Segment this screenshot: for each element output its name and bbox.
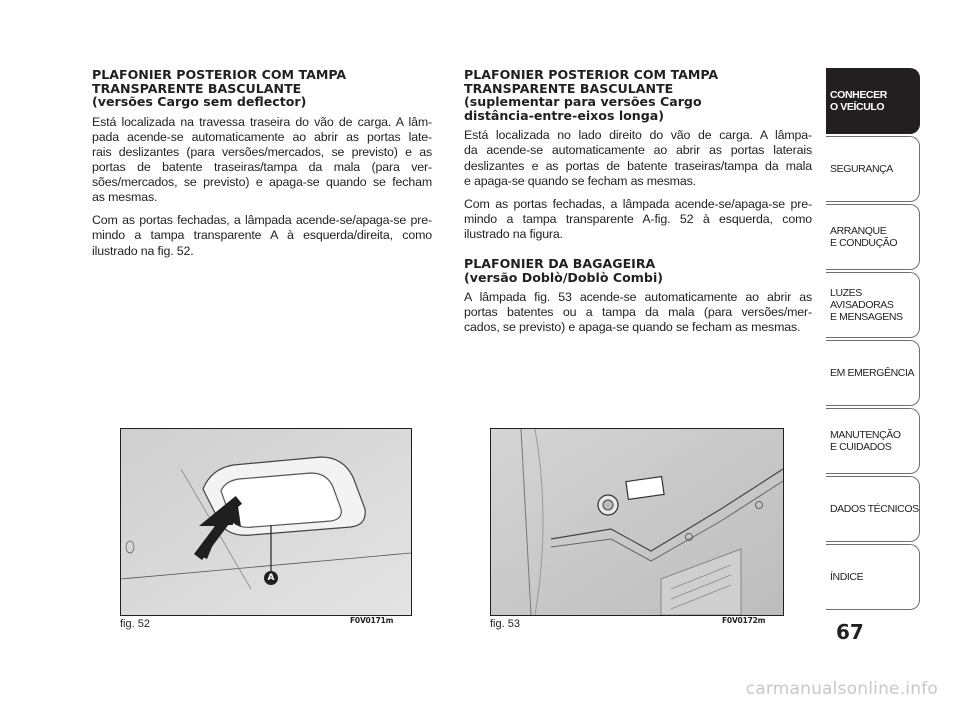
paragraph: Com as portas fechadas, a lâmpada acende-se/apaga-se pre- mindo a tampa transparente A à esquerda/direita, como ilustrado na fig. 52. <box>92 213 432 258</box>
marker-a-icon: A <box>264 571 278 585</box>
figure-52-image <box>120 428 412 616</box>
tab-conhecer-o-veiculo[interactable]: CONHECER O VEÍCULO <box>826 68 920 134</box>
chapter-tabs <box>826 68 920 612</box>
paragraph: Com as portas fechadas, a lâmpada acende-se/apaga-se pre- mindo a tampa transparente A-fig. 52 à esquerda, como ilustrado na figura. <box>464 196 812 241</box>
figure-53-image <box>490 428 784 616</box>
watermark: carmanualsonline.info <box>745 679 938 699</box>
paragraph: A lâmpada fig. 53 acende-se automaticamente ao abrir as portas batentes ou a tampa da mala (para versões/mer- cados, se previsto) e apaga-se quando se fecham as mesmas. <box>464 290 812 335</box>
figure-52-code: F0V0171m <box>350 616 394 625</box>
section-heading-luggage-lamp: PLAFONIER DA BAGAGEIRA (versão Doblò/Doblò Combi) <box>464 256 664 285</box>
tab-seguranca[interactable]: SEGURANÇA <box>826 136 920 202</box>
section-heading-rear-lamp-long: PLAFONIER POSTERIOR COM TAMPA TRANSPARENTE BASCULANTE (suplementar para versões Cargo distância-entre-eixos longa) <box>464 67 719 123</box>
paragraph: Está localizada no lado direito do vão de carga. A lâmpa- da acende-se automaticamente ao abrir as portas laterais deslizantes e as portas de batente traseiras/tampa da mala e apaga-se quando se fecham as mesmas. <box>464 128 812 188</box>
tab-em-emergencia[interactable]: EM EMERGÊNCIA <box>826 340 920 406</box>
figure-52-caption: fig. 52 <box>120 618 150 630</box>
tab-arranque-e-conducao[interactable]: ARRANQUE E CONDUÇÃO <box>826 204 920 270</box>
tab-dados-tecnicos[interactable]: DADOS TÉCNICOS <box>826 476 920 542</box>
rear-lamp-illustration <box>121 429 411 615</box>
tab-manutencao-e-cuidados[interactable]: MANUTENÇÃO E CUIDADOS <box>826 408 920 474</box>
luggage-lamp-illustration <box>491 429 783 615</box>
figure-53-code: F0V0172m <box>722 616 766 625</box>
tab-luzes-avisadoras[interactable]: LUZES AVISADORAS E MENSAGENS <box>826 272 920 338</box>
right-column <box>464 68 812 344</box>
figure-53-caption: fig. 53 <box>490 618 520 630</box>
left-column <box>92 68 432 267</box>
section-heading-rear-lamp: PLAFONIER POSTERIOR COM TAMPA TRANSPARENTE BASCULANTE (versões Cargo sem deflector) <box>92 67 347 110</box>
page-number: 67 <box>836 620 864 644</box>
paragraph: Está localizada na travessa traseira do vão de carga. A lâm- pada acende-se automaticamente ao abrir as portas late- rais deslizantes (para versões/mercados, se previsto) e as portas de batente traseiras/tampa da mala (para ver- sões/mercados, se previsto) e apaga-se quando se fecham as mesmas. <box>92 114 432 205</box>
tab-indice[interactable]: ÍNDICE <box>826 544 920 610</box>
